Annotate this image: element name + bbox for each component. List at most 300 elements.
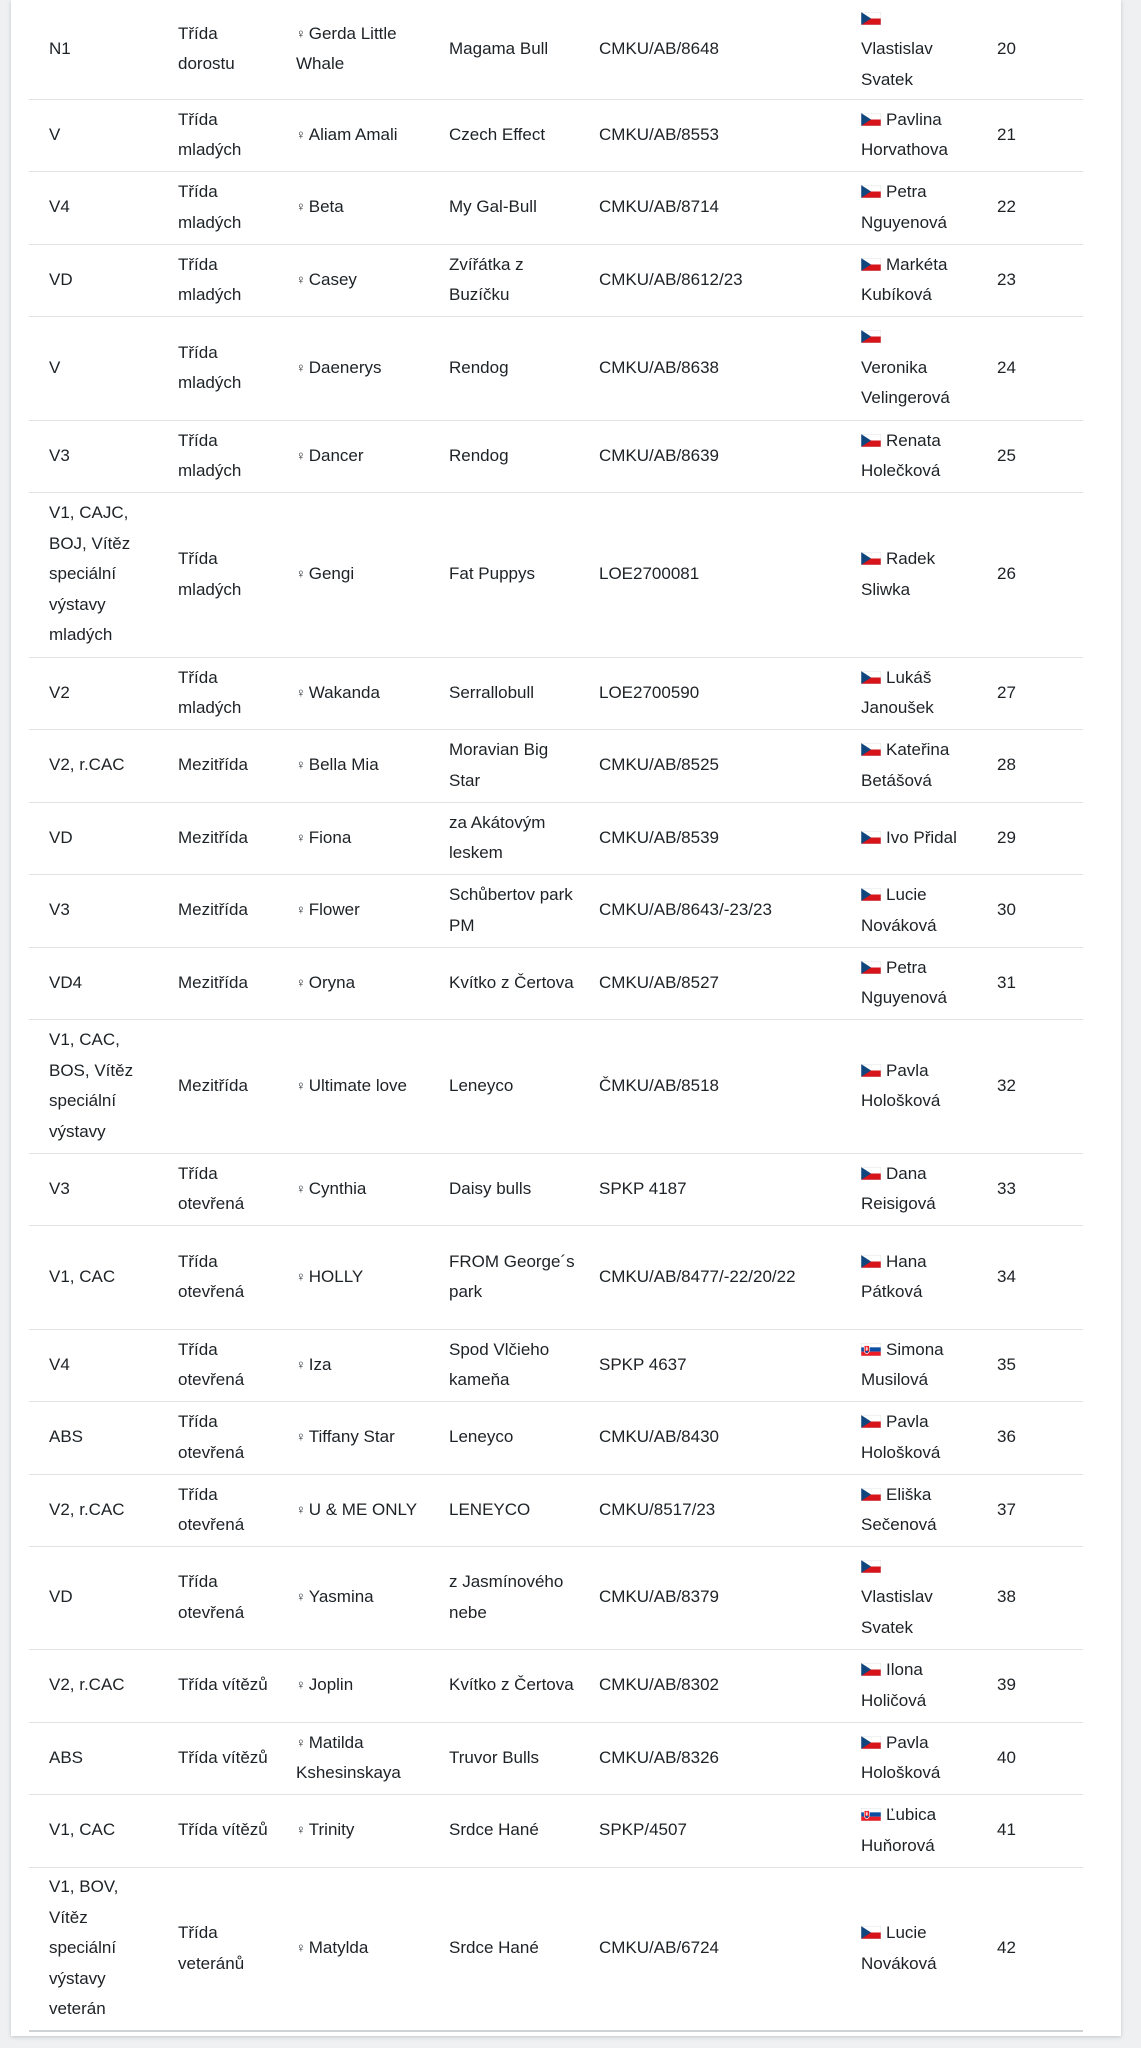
- female-icon: ♀: [296, 126, 306, 142]
- class-cell: [158, 1649, 276, 1722]
- class-text: Třída otevřená: [178, 1251, 245, 1301]
- result-text: V2, r.CAC: [49, 1675, 125, 1695]
- czech-flag-icon: [861, 664, 881, 677]
- class-text: Mezitřída: [178, 755, 248, 775]
- czech-flag-icon: [861, 1481, 881, 1494]
- catalog-number: 39: [997, 1675, 1016, 1695]
- catalog-number: 37: [997, 1499, 1016, 1519]
- kennel-cell: [429, 874, 579, 947]
- registration-cell: [579, 1794, 841, 1867]
- kennel-name: Spod Vlčieho kameňa: [449, 1339, 550, 1389]
- kennel-cell: [429, 1153, 579, 1225]
- czech-flag-icon: [861, 1919, 881, 1932]
- catalog-number: 21: [997, 124, 1016, 144]
- owner-cell: [841, 657, 977, 729]
- registration-number: SPKP 4637: [599, 1354, 687, 1374]
- dog-name: Cynthia: [308, 1178, 367, 1198]
- table-row: [29, 1329, 1083, 1401]
- catalog-number-cell: [977, 244, 1083, 316]
- owner-cell: [841, 1649, 977, 1722]
- slovakia-flag-icon: [861, 1336, 881, 1349]
- result-text: V1, CAJC, BOJ, Vítěz speciální výstavy mladých: [49, 503, 131, 645]
- class-cell: [158, 1722, 276, 1794]
- dog-name: Casey: [308, 269, 357, 289]
- dog-name: Fiona: [308, 827, 352, 847]
- class-text: Třída mladých: [178, 342, 242, 392]
- class-cell: [158, 729, 276, 802]
- owner-name: Petra Nguyenová: [861, 957, 948, 1007]
- registration-cell: [579, 874, 841, 947]
- female-icon: ♀: [296, 1268, 306, 1284]
- class-text: Mezitřída: [178, 900, 248, 920]
- catalog-number-cell: [977, 316, 1083, 420]
- female-icon: ♀: [296, 359, 306, 375]
- catalog-number: 20: [997, 39, 1016, 58]
- class-text: Mezitřída: [178, 1075, 248, 1095]
- class-cell: [158, 1225, 276, 1329]
- kennel-name: Rendog: [449, 357, 509, 377]
- class-text: Třída vítězů: [178, 1747, 268, 1767]
- dog-name: Bella Mia: [308, 755, 379, 775]
- owner-cell: [841, 171, 977, 244]
- result-cell: [29, 657, 158, 729]
- kennel-name: Leneyco: [449, 1075, 514, 1095]
- table-row: [29, 1867, 1083, 2030]
- class-text: Třída otevřená: [178, 1339, 245, 1389]
- catalog-number: 27: [997, 682, 1016, 702]
- czech-flag-icon: [861, 323, 881, 336]
- registration-cell: [579, 1474, 841, 1546]
- result-cell: [29, 1401, 158, 1474]
- kennel-cell: [429, 1546, 579, 1649]
- dog-name: Dancer: [308, 445, 364, 465]
- dog-cell: [276, 947, 429, 1019]
- dog-name: Wakanda: [308, 682, 380, 702]
- kennel-cell: [429, 1867, 579, 2030]
- catalog-number: 33: [997, 1178, 1016, 1198]
- result-text: V4: [49, 1354, 70, 1374]
- dog-cell: [276, 0, 429, 99]
- kennel-cell: [429, 171, 579, 244]
- dog-cell: [276, 1153, 429, 1225]
- table-row: [29, 1019, 1083, 1153]
- result-cell: [29, 1546, 158, 1649]
- class-cell: [158, 947, 276, 1019]
- class-cell: [158, 1153, 276, 1225]
- female-icon: ♀: [296, 199, 306, 215]
- registration-number: CMKU/AB/8643/-23/23: [599, 900, 772, 920]
- registration-cell: [579, 1329, 841, 1401]
- kennel-name: LENEYCO: [449, 1499, 531, 1519]
- result-cell: [29, 420, 158, 492]
- registration-number: CMKU/AB/8639: [599, 445, 719, 465]
- class-text: Třída mladých: [178, 549, 242, 599]
- female-icon: ♀: [296, 447, 306, 463]
- result-text: V2, r.CAC: [49, 1499, 125, 1519]
- female-icon: ♀: [296, 902, 306, 918]
- result-cell: [29, 1867, 158, 2030]
- catalog-number-cell: [977, 1401, 1083, 1474]
- class-cell: [158, 1794, 276, 1867]
- owner-cell: [841, 0, 977, 99]
- female-icon: ♀: [296, 1356, 306, 1372]
- kennel-cell: [429, 657, 579, 729]
- catalog-number: 30: [997, 900, 1016, 920]
- table-row: [29, 1794, 1083, 1867]
- owner-name: Lucie Nováková: [861, 1923, 937, 1973]
- class-cell: [158, 1329, 276, 1401]
- dog-cell: [276, 657, 429, 729]
- dog-cell: [276, 1329, 429, 1401]
- result-cell: [29, 1794, 158, 1867]
- registration-number: CMKU/AB/8527: [599, 972, 719, 992]
- kennel-name: Czech Effect: [449, 124, 546, 144]
- result-cell: [29, 316, 158, 420]
- class-text: Třída vítězů: [178, 1675, 268, 1695]
- kennel-cell: [429, 0, 579, 99]
- czech-flag-icon: [861, 954, 881, 967]
- catalog-number-cell: [977, 99, 1083, 171]
- result-text: ABS: [49, 1747, 84, 1767]
- czech-flag-icon: [861, 1248, 881, 1261]
- catalog-number-cell: [977, 1019, 1083, 1153]
- class-text: Třída mladých: [178, 667, 242, 717]
- czech-flag-icon: [861, 1553, 881, 1566]
- result-cell: [29, 1153, 158, 1225]
- owner-cell: [841, 947, 977, 1019]
- results-table-body: [29, 0, 1083, 2030]
- registration-cell: [579, 1546, 841, 1649]
- owner-cell: [841, 1722, 977, 1794]
- catalog-number-cell: [977, 420, 1083, 492]
- table-row: [29, 244, 1083, 316]
- table-row: [29, 1546, 1083, 1649]
- dog-name: Gengi: [308, 564, 355, 584]
- result-cell: [29, 99, 158, 171]
- result-text: V1, BOV, Vítěz speciální výstavy veterán: [49, 1877, 119, 2019]
- kennel-cell: [429, 1225, 579, 1329]
- result-text: V1, CAC: [49, 1266, 116, 1286]
- class-cell: [158, 492, 276, 657]
- dog-name: Tiffany Star: [308, 1427, 395, 1447]
- czech-flag-icon: [861, 1057, 881, 1070]
- dog-name: HOLLY: [308, 1266, 364, 1286]
- registration-number: CMKU/AB/8638: [599, 357, 719, 377]
- class-cell: [158, 0, 276, 99]
- class-text: Třída mladých: [178, 430, 242, 480]
- result-cell: [29, 1474, 158, 1546]
- kennel-name: Truvor Bulls: [449, 1747, 540, 1767]
- class-text: Třída otevřená: [178, 1484, 245, 1534]
- dog-cell: [276, 1401, 429, 1474]
- owner-cell: [841, 99, 977, 171]
- table-row: [29, 420, 1083, 492]
- female-icon: ♀: [296, 684, 306, 700]
- kennel-name: Kvítko z Čertova: [449, 972, 574, 992]
- catalog-number-cell: [977, 492, 1083, 657]
- kennel-cell: [429, 1649, 579, 1722]
- registration-number: LOE2700590: [599, 682, 700, 702]
- slovakia-flag-icon: [861, 1801, 881, 1814]
- owner-name: Kateřina Betášová: [861, 740, 950, 790]
- owner-cell: [841, 729, 977, 802]
- female-icon: ♀: [296, 1677, 306, 1693]
- kennel-cell: [429, 244, 579, 316]
- czech-flag-icon: [861, 251, 881, 264]
- class-cell: [158, 420, 276, 492]
- czech-flag-icon: [861, 545, 881, 558]
- catalog-number: 32: [997, 1075, 1016, 1095]
- registration-cell: [579, 1225, 841, 1329]
- registration-cell: [579, 1649, 841, 1722]
- table-row: [29, 1225, 1083, 1329]
- table-row: [29, 316, 1083, 420]
- czech-flag-icon: [861, 736, 881, 749]
- catalog-number-cell: [977, 1153, 1083, 1225]
- kennel-cell: [429, 316, 579, 420]
- class-cell: [158, 1401, 276, 1474]
- result-text: V: [49, 357, 61, 377]
- czech-flag-icon: [861, 106, 881, 119]
- table-row: [29, 1722, 1083, 1794]
- class-cell: [158, 874, 276, 947]
- czech-flag-icon: [861, 178, 881, 191]
- class-cell: [158, 316, 276, 420]
- female-icon: ♀: [296, 1429, 306, 1445]
- dog-cell: [276, 802, 429, 874]
- dog-cell: [276, 171, 429, 244]
- kennel-cell: [429, 1019, 579, 1153]
- catalog-number: 24: [997, 357, 1016, 377]
- owner-cell: [841, 1019, 977, 1153]
- class-text: Třída otevřená: [178, 1412, 245, 1462]
- dog-name: Beta: [308, 197, 344, 217]
- owner-name: Renata Holečková: [861, 430, 941, 480]
- registration-number: LOE2700081: [599, 564, 700, 584]
- kennel-cell: [429, 492, 579, 657]
- owner-name: Vlastislav Svatek: [861, 1587, 933, 1637]
- owner-cell: [841, 316, 977, 420]
- registration-number: ČMKU/AB/8518: [599, 1075, 719, 1095]
- class-cell: [158, 99, 276, 171]
- catalog-number: 26: [997, 564, 1016, 584]
- registration-cell: [579, 947, 841, 1019]
- czech-flag-icon: [861, 1656, 881, 1669]
- registration-cell: [579, 0, 841, 99]
- registration-number: CMKU/AB/8714: [599, 197, 719, 217]
- dog-cell: [276, 99, 429, 171]
- table-row: [29, 1649, 1083, 1722]
- dog-cell: [276, 874, 429, 947]
- dog-name: Ultimate love: [308, 1075, 408, 1095]
- result-text: V2, r.CAC: [49, 755, 125, 775]
- registration-number: CMKU/AB/8525: [599, 755, 719, 775]
- class-cell: [158, 171, 276, 244]
- result-cell: [29, 1225, 158, 1329]
- class-cell: [158, 1867, 276, 2030]
- female-icon: ♀: [296, 1077, 306, 1093]
- registration-cell: [579, 657, 841, 729]
- catalog-number-cell: [977, 171, 1083, 244]
- czech-flag-icon: [861, 881, 881, 894]
- owner-cell: [841, 874, 977, 947]
- owner-cell: [841, 420, 977, 492]
- registration-cell: [579, 802, 841, 874]
- female-icon: ♀: [296, 25, 306, 41]
- result-cell: [29, 729, 158, 802]
- owner-cell: [841, 802, 977, 874]
- kennel-name: Leneyco: [449, 1427, 514, 1447]
- dog-cell: [276, 1649, 429, 1722]
- result-cell: [29, 492, 158, 657]
- dog-cell: [276, 1867, 429, 2030]
- female-icon: ♀: [296, 1940, 306, 1956]
- class-text: Třída otevřená: [178, 1163, 245, 1213]
- owner-name: Pavlina Horvathova: [861, 109, 948, 159]
- owner-name: Lukáš Janoušek: [861, 667, 934, 717]
- table-row: [29, 99, 1083, 171]
- kennel-name: Schůbertov park PM: [449, 885, 573, 935]
- owner-cell: [841, 1794, 977, 1867]
- dog-cell: [276, 729, 429, 802]
- result-text: VD: [49, 827, 73, 847]
- dog-cell: [276, 1474, 429, 1546]
- owner-cell: [841, 244, 977, 316]
- registration-number: SPKP 4187: [599, 1178, 687, 1198]
- owner-cell: [841, 1225, 977, 1329]
- kennel-name: Srdce Hané: [449, 1938, 539, 1958]
- kennel-name: My Gal-Bull: [449, 197, 537, 217]
- registration-cell: [579, 1401, 841, 1474]
- registration-number: CMKU/AB/8379: [599, 1587, 719, 1607]
- result-cell: [29, 802, 158, 874]
- catalog-number-cell: [977, 729, 1083, 802]
- catalog-number-cell: [977, 1546, 1083, 1649]
- female-icon: ♀: [296, 1180, 306, 1196]
- kennel-name: Srdce Hané: [449, 1820, 539, 1840]
- registration-cell: [579, 99, 841, 171]
- class-cell: [158, 1474, 276, 1546]
- dog-cell: [276, 420, 429, 492]
- result-cell: [29, 874, 158, 947]
- czech-flag-icon: [861, 1160, 881, 1173]
- kennel-cell: [429, 1474, 579, 1546]
- class-cell: [158, 1546, 276, 1649]
- catalog-number: 36: [997, 1427, 1016, 1447]
- result-cell: [29, 1649, 158, 1722]
- registration-number: CMKU/AB/8648: [599, 39, 719, 58]
- female-icon: ♀: [296, 1734, 306, 1750]
- class-text: Třída mladých: [178, 254, 242, 304]
- female-icon: ♀: [296, 1501, 306, 1517]
- kennel-cell: [429, 1401, 579, 1474]
- result-text: V1, CAC: [49, 1820, 116, 1840]
- owner-name: Eliška Sečenová: [861, 1484, 937, 1534]
- owner-name: Radek Sliwka: [861, 549, 936, 599]
- registration-number: CMKU/AB/6724: [599, 1938, 719, 1958]
- catalog-number: 35: [997, 1354, 1016, 1374]
- owner-cell: [841, 1329, 977, 1401]
- owner-name: Ivo Přidal: [886, 827, 957, 847]
- result-cell: [29, 1329, 158, 1401]
- result-text: V4: [49, 197, 70, 217]
- registration-cell: [579, 244, 841, 316]
- table-row: [29, 947, 1083, 1019]
- dog-name: Daenerys: [308, 357, 382, 377]
- registration-number: CMKU/AB/8477/-22/20/22: [599, 1266, 796, 1286]
- kennel-cell: [429, 1794, 579, 1867]
- czech-flag-icon: [861, 5, 881, 18]
- dog-cell: [276, 1019, 429, 1153]
- catalog-number-cell: [977, 1649, 1083, 1722]
- dog-name: Gerda Little Whale: [296, 23, 397, 74]
- kennel-name: Moravian Big Star: [449, 740, 549, 790]
- catalog-number-cell: [977, 1225, 1083, 1329]
- dog-name: Aliam Amali: [308, 124, 398, 144]
- table-row: [29, 874, 1083, 947]
- czech-flag-icon: [861, 824, 881, 837]
- result-cell: [29, 1722, 158, 1794]
- catalog-number-cell: [977, 1474, 1083, 1546]
- result-text: V1, CAC, BOS, Vítěz speciální výstavy: [49, 1030, 134, 1141]
- result-text: VD4: [49, 972, 83, 992]
- catalog-number: 29: [997, 827, 1016, 847]
- result-cell: [29, 0, 158, 99]
- registration-number: CMKU/AB/8539: [599, 827, 719, 847]
- owner-cell: [841, 1401, 977, 1474]
- female-icon: ♀: [296, 974, 306, 990]
- kennel-cell: [429, 99, 579, 171]
- dog-name: Joplin: [308, 1675, 354, 1695]
- kennel-name: za Akátovým leskem: [449, 812, 546, 862]
- catalog-number-cell: [977, 947, 1083, 1019]
- female-icon: ♀: [296, 757, 306, 773]
- catalog-number: 28: [997, 755, 1016, 775]
- catalog-number: 40: [997, 1747, 1016, 1767]
- kennel-cell: [429, 1722, 579, 1794]
- catalog-number-cell: [977, 874, 1083, 947]
- table-row: [29, 492, 1083, 657]
- registration-number: CMKU/AB/8302: [599, 1675, 719, 1695]
- class-cell: [158, 1019, 276, 1153]
- owner-name: Ľubica Huňorová: [861, 1805, 937, 1855]
- owner-cell: [841, 1153, 977, 1225]
- table-row: [29, 729, 1083, 802]
- registration-cell: [579, 316, 841, 420]
- dog-cell: [276, 1722, 429, 1794]
- catalog-number: 25: [997, 445, 1016, 465]
- catalog-number: 42: [997, 1938, 1016, 1958]
- registration-number: CMKU/AB/8326: [599, 1747, 719, 1767]
- owner-name: Vlastislav Svatek: [861, 39, 933, 89]
- class-cell: [158, 657, 276, 729]
- result-cell: [29, 947, 158, 1019]
- female-icon: ♀: [296, 566, 306, 582]
- kennel-name: Serrallobull: [449, 682, 535, 702]
- owner-name: Simona Musilová: [861, 1339, 944, 1389]
- kennel-name: z Jasmínového nebe: [449, 1572, 564, 1622]
- kennel-name: FROM George´s park: [449, 1251, 575, 1301]
- result-cell: [29, 1019, 158, 1153]
- catalog-number-cell: [977, 1794, 1083, 1867]
- registration-cell: [579, 1019, 841, 1153]
- owner-name: Markéta Kubíková: [861, 254, 948, 304]
- table-row: [29, 171, 1083, 244]
- czech-flag-icon: [861, 1729, 881, 1742]
- class-text: Třída dorostu: [178, 23, 235, 74]
- dog-name: U & ME ONLY: [308, 1499, 418, 1519]
- result-text: V3: [49, 445, 70, 465]
